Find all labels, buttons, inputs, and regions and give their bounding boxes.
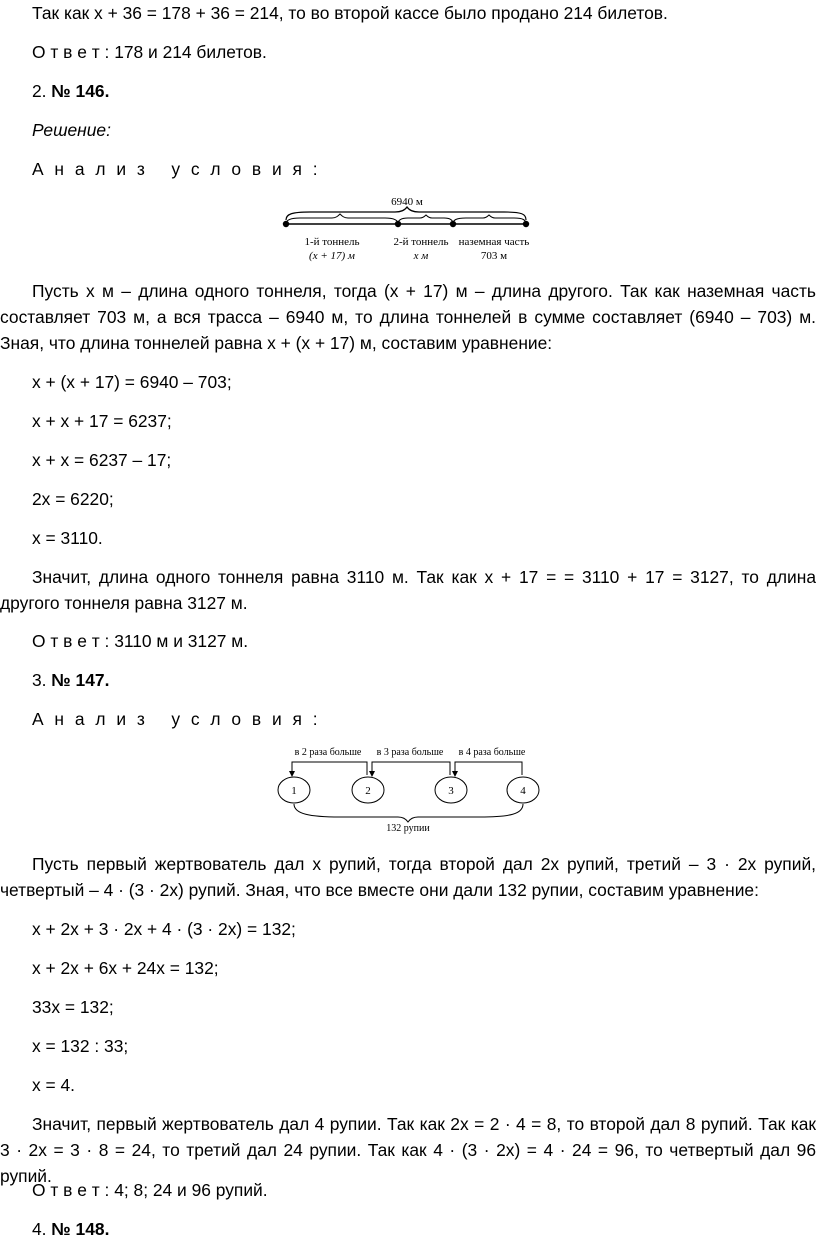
relation-label-3: в 4 раза больше [458,747,526,758]
answer-line [32,630,248,652]
problem-title: № 148. [51,1219,110,1239]
problem-title: № 146. [51,81,110,101]
paragraph [0,1111,816,1189]
relation-arrow-1 [292,762,367,775]
point-marker [283,221,289,227]
relation-arrow-2 [372,762,450,775]
text-line: Так как x + 36 = 178 + 36 = 214, то во второй кассе было продано 214 билетов. [32,3,668,23]
node-label: 3 [448,785,454,797]
problem-title: № 147. [51,670,110,690]
diagram-total-label: 6940 м [391,196,423,208]
answer-line [32,1179,268,1201]
paragraph-text: Значит, длина одного тоннеля равна 3110 м. Так как x + 17 = = 3110 + 17 = 3127, то длина другого тоннеля равна 3127 м. [0,567,816,613]
paragraph [0,278,816,356]
point-marker [450,221,456,227]
answer-label: О т в е т : [32,1180,110,1200]
answer-text: 3110 м и 3127 м. [109,631,249,651]
arrow-head [289,771,295,777]
answer-line [32,41,267,63]
relation-label-1: в 2 раза больше [294,747,362,758]
segment-diagram [280,190,540,265]
seg3-length: 703 м [480,250,508,262]
analysis-label: А н а л и з у с л о в и я : [32,159,321,179]
paragraph [0,564,816,616]
node-label: 2 [365,785,371,797]
solution-label: Решение: [32,120,111,140]
equation: x + 2x + 6x + 24x = 132; [32,958,219,978]
paragraph-text: Пусть x м – длина одного тоннеля, тогда (x + 17) м – длина другого. Так как наземная часть составляет 703 м, а вся трасса – 6940 м, то длина тоннелей в сумме составляет (6940 – 703) м. Зная, что длина тоннелей равна x + (x + 17) м, составим уравнение: [0,281,816,353]
problem-number: 2. [32,81,52,101]
arrow-head [452,771,458,777]
equation: x = 4. [32,1075,76,1095]
brace-tunnel-1 [286,214,398,224]
equation: 2x = 6220; [32,489,114,509]
equation: x = 3110. [32,528,103,548]
donors-diagram [270,740,550,835]
seg2-name: 2-й тоннель [393,236,449,248]
brace-ground [453,215,526,224]
arrow-head [369,771,375,777]
seg3-name: наземная часть [458,236,530,248]
answer-text: 4; 8; 24 и 96 рупий. [109,1180,268,1200]
relation-arrow-3 [455,762,522,775]
answer-label: О т в е т : [32,42,110,62]
paragraph [0,851,816,903]
answer-text: 178 и 214 билетов. [109,42,267,62]
equation: x + x = 6237 – 17; [32,450,172,470]
seg2-length: x м [413,250,429,262]
node-label: 4 [520,785,526,797]
relation-label-2: в 3 раза больше [376,747,444,758]
problem-number: 3. [32,670,52,690]
node-label: 1 [291,785,297,797]
equation: x + x + 17 = 6237; [32,411,172,431]
problem-number: 4. [32,1219,52,1239]
point-marker [523,221,529,227]
equation: 33x = 132; [32,997,114,1017]
equation: x + 2x + 3 · 2x + 4 · (3 · 2x) = 132; [32,919,296,939]
seg1-length: (x + 17) м [309,250,355,262]
problem-heading [32,80,109,102]
equation: x = 132 : 33; [32,1036,129,1056]
paragraph-text: Значит, первый жертвователь дал 4 рупии. Так как 2x = 2 · 4 = 8, то второй дал 8 рупий. Так как 3 · 2x = 3 · 8 = 24, то третий дал 24 рупии. Так как 4 · (3 · 2x) = 4 · 24 = 96, то четвертый дал 96 рупий. [0,1114,816,1186]
total-label: 132 рупии [386,823,430,834]
problem-heading [32,669,109,691]
problem-heading [32,1218,109,1240]
total-brace [294,804,523,822]
brace-tunnel-2 [398,215,453,224]
seg1-name: 1-й тоннель [304,236,360,248]
analysis-label: А н а л и з у с л о в и я : [32,709,321,729]
paragraph-text: Пусть первый жертвователь дал x рупий, тогда второй дал 2x рупий, третий – 3 · 2x рупий, четвертый – 4 · (3 · 2x) рупий. Зная, что все вместе они дали 132 рупии, составим уравнение: [0,854,816,900]
point-marker [395,221,401,227]
equation: x + (x + 17) = 6940 – 703; [32,372,232,392]
answer-label: О т в е т : [32,631,110,651]
